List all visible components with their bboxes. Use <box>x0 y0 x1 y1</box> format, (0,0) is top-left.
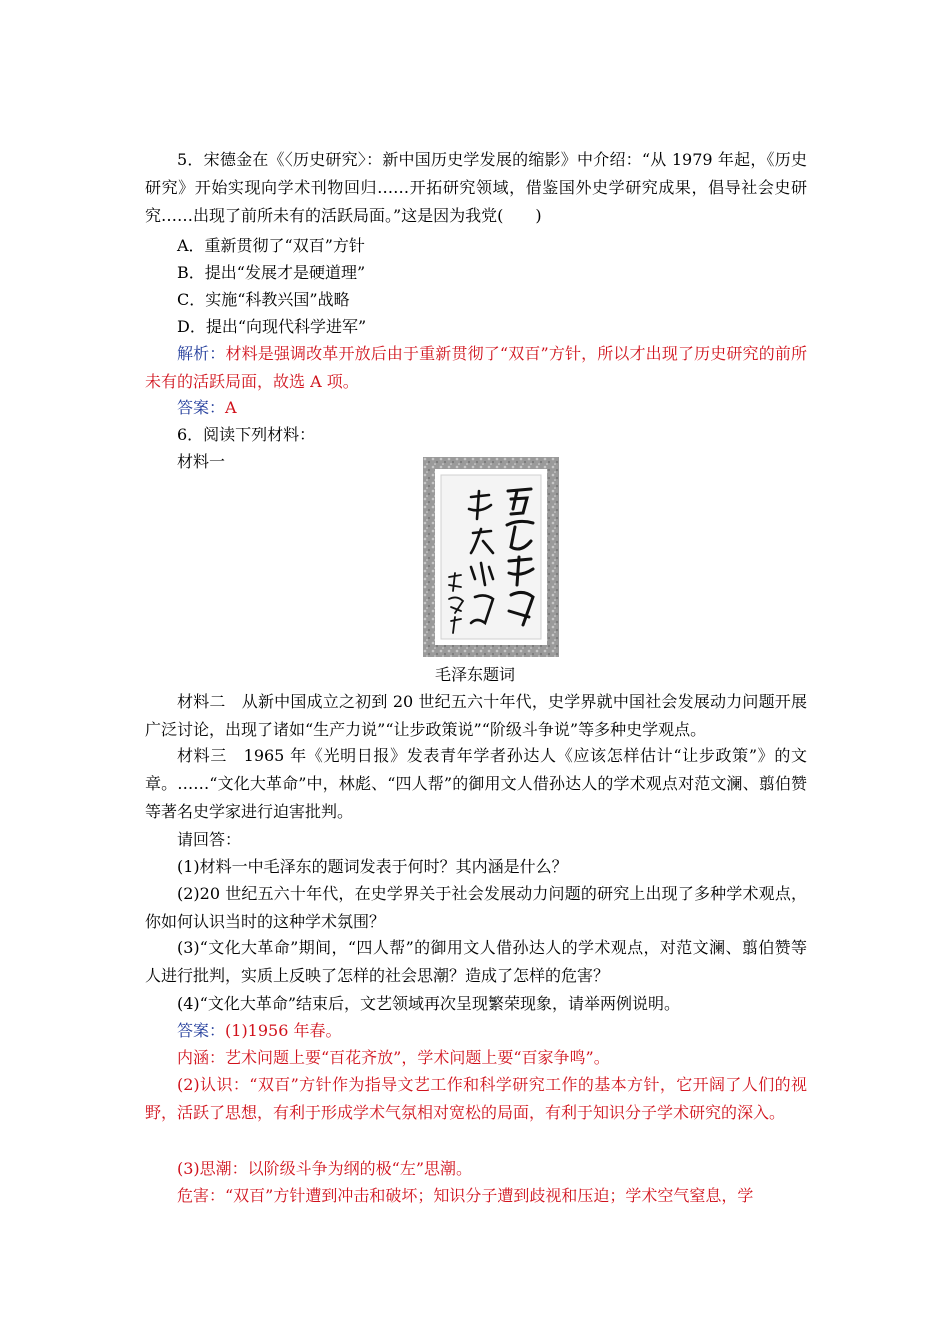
q6-answer-label: 答案： <box>177 1021 226 1040</box>
q6-question-3: (3)“文化大革命”期间，“四人帮”的御用文人借孙达人的学术观点，对范文澜、翦伯赞等人进行批判，实质上反映了怎样的社会思潮？造成了怎样的危害？ <box>145 938 807 985</box>
q5-answer <box>177 394 839 422</box>
calligraphy-image <box>423 457 559 657</box>
q6-question-2: (2)20 世纪五六十年代，在史学界关于社会发展动力问题的研究上出现了多种学术观点，你如何认识当时的这种学术氛围？ <box>145 884 807 931</box>
q6-question-1: (1)材料一中毛泽东的题词发表于何时？其内涵是什么？ <box>177 857 568 876</box>
q6-answer-3: (3)思潮：以阶级斗争为纲的极“左”思潮。 <box>177 1159 473 1178</box>
calligraphy-figure <box>423 457 559 657</box>
q6-intro: 6．阅读下列材料： <box>177 425 316 444</box>
q5-option-c: C．实施“科教兴国”战略 <box>177 290 350 309</box>
q5-stem: 5．宋德金在《〈历史研究〉：新中国历史学发展的缩影》中介绍：“从 1979 年起，《历史研究》开始实现向学术刊物回归……开拓研究领域，借鉴国外史学研究成果，倡导社会史研究……出现了前所未有的活跃局面。”这是因为我党( ) <box>145 150 807 225</box>
q5-analysis <box>145 340 807 396</box>
q6-material-3: 材料三 1965 年《光明日报》发表青年学者孙达人《应该怎样估计“让步政策”》的文章。……“文化大革命”中，林彪、“四人帮”的御用文人借孙达人的学术观点对范文澜、翦伯赞等著名史学家进行迫害批判。 <box>145 746 807 821</box>
q5-option-d: D．提出“向现代科学进军” <box>177 317 367 336</box>
q6-question-4: (4)“文化大革命”结束后，文艺领域再次呈现繁荣现象，请举两例说明。 <box>177 994 681 1013</box>
q6-answer-3b: 危害：“双百”方针遭到冲击和破坏；知识分子遭到歧视和压迫；学术空气窒息，学 <box>177 1186 754 1205</box>
q5-answer-text: A <box>225 398 237 417</box>
q5-option-b: B．提出“发展才是硬道理” <box>177 263 366 282</box>
q6-prompt: 请回答： <box>177 830 242 849</box>
q6-answer-1 <box>177 1017 839 1045</box>
q6-answer-1b: 内涵：艺术问题上要“百花齐放”，学术问题上要“百家争鸣”。 <box>177 1048 610 1067</box>
q6-material-2: 材料二 从新中国成立之初到 20 世纪五六十年代，史学界就中国社会发展动力问题开展广泛讨论，出现了诸如“生产力说”“让步政策说”“阶级斗争说”等多种史学观点。 <box>145 692 807 739</box>
q5-answer-label: 答案： <box>177 398 226 417</box>
figure-caption: 毛泽东题词 <box>434 665 515 684</box>
q6-material-1-label: 材料一 <box>177 452 226 471</box>
q5-analysis-label: 解析： <box>177 344 226 363</box>
q6-answer-1-text: (1)1956 年春。 <box>225 1021 342 1040</box>
q5-option-a: A．重新贯彻了“双百”方针 <box>177 236 365 255</box>
q6-answer-2: (2)认识：“双百”方针作为指导文艺工作和科学研究工作的基本方针，它开阔了人们的视野，活跃了思想，有利于形成学术气氛相对宽松的局面，有利于知识分子学术研究的深入。 <box>145 1075 807 1122</box>
q5-analysis-text: 材料是强调改革开放后由于重新贯彻了“双百”方针，所以才出现了历史研究的前所未有的活跃局面，故选 A 项。 <box>145 344 807 391</box>
